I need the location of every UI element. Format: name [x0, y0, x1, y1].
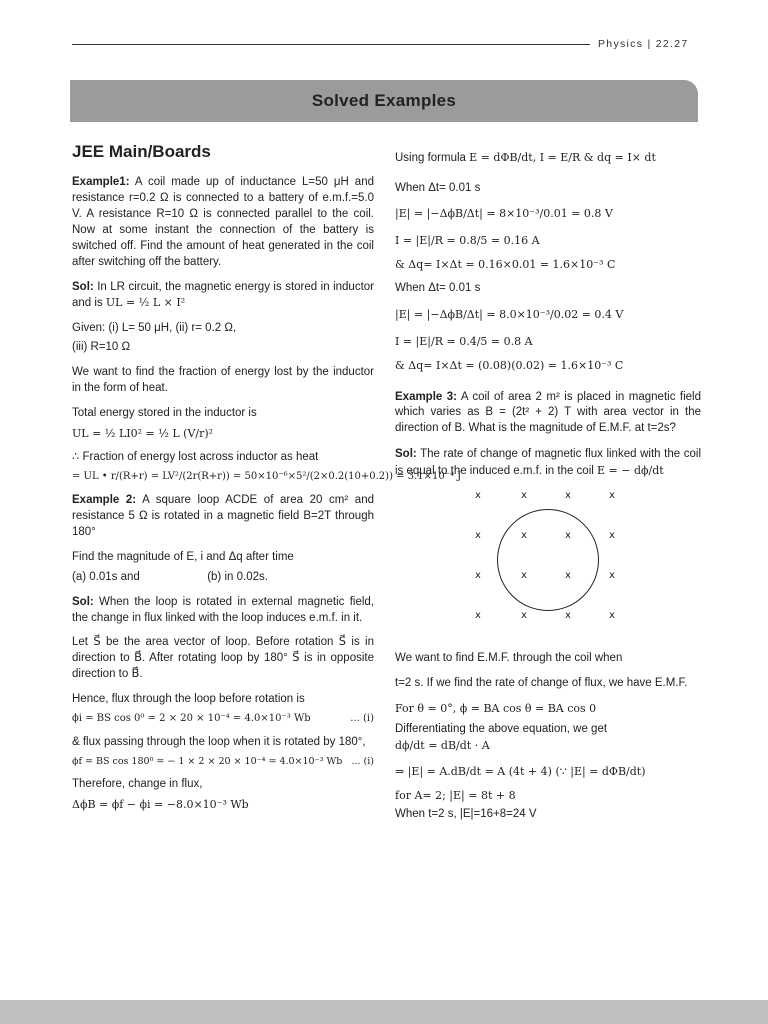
- column-heading: JEE Main/Boards: [72, 142, 211, 161]
- equation-formula: E = dΦB/dt, I = E/R & dq = I× dt: [469, 151, 656, 164]
- right-column: [395, 150, 701, 832]
- equation-current-1: I = |E|/R = 0.8/5 = 0.16 A: [395, 233, 540, 247]
- solution-1-label: Sol:: [72, 280, 94, 293]
- solution-3: [395, 447, 701, 480]
- equation-sol3: E = − dϕ/dt: [597, 464, 664, 478]
- field-mark: x: [475, 489, 481, 501]
- solution-3-text: The rate of change of magnetic flux linked with the coil is equal to the induced e.m.f. in the coil: [395, 448, 701, 478]
- solution-2-text: When the loop is rotated in external magnetic field, the change in flux linked with the loop induces e.m.f. in it.: [72, 595, 374, 624]
- solution-1-text: In LR circuit, the magnetic energy is stored in inductor and is: [72, 280, 374, 310]
- for-theta-line: For θ = 0°, ϕ = BA cos θ = BA cos 0: [395, 701, 597, 715]
- using-formula-text: Using formula: [395, 152, 466, 164]
- equation-ul: UL = ½ L × I²: [105, 296, 186, 310]
- magnetic-field-diagram: [395, 489, 701, 639]
- field-mark: x: [609, 529, 615, 541]
- field-mark: x: [475, 529, 481, 541]
- equation-diff: dϕ/dt = dB/dt · A: [395, 738, 490, 752]
- field-mark: x: [565, 569, 571, 581]
- field-mark: x: [521, 489, 527, 501]
- flux-rotated-text: & flux passing through the loop when it is rotated by 180°,: [72, 735, 366, 748]
- field-mark: x: [609, 609, 615, 621]
- want-emf-text: We want to find E.M.F. through the coil when: [395, 651, 623, 664]
- field-mark: x: [521, 609, 527, 621]
- equation-charge-2: & Δq= I×Δt = (0.08)(0.02) = 1.6×10⁻³ C: [395, 359, 624, 373]
- example-2-text: A square loop ACDE of area 20 cm² and resistance 5 Ω is rotated in a magnetic field B=2T through 180°: [72, 494, 374, 539]
- example-1: [72, 175, 374, 270]
- equation-total-energy: UL = ½ LI0² = ½ L (V/r)²: [72, 426, 214, 440]
- equation-phi-initial: [72, 712, 374, 726]
- field-mark: x: [475, 609, 481, 621]
- field-mark: x: [565, 529, 571, 541]
- example-2-find: Find the magnitude of E, i and Δq after time: [72, 551, 294, 564]
- footer-bar: [0, 1000, 768, 1024]
- example-3-label: Example 3:: [395, 390, 457, 403]
- example-2: [72, 493, 374, 541]
- example-2-options: [72, 570, 374, 586]
- hence-text: Hence, flux through the loop before rotation is: [72, 693, 305, 706]
- option-b: (b) in 0.02s.: [207, 570, 268, 583]
- equation-implies: ⇒ |E| = A.dB/dt = A (4t + 4) (∵ |E| = dΦB/dt): [395, 764, 646, 778]
- differentiating-line: [395, 722, 701, 755]
- fraction-text: ∴ Fraction of energy lost across inductor as heat: [72, 450, 319, 463]
- field-mark: x: [609, 489, 615, 501]
- equation-delta-phi: ΔϕB = ϕf − ϕi = −8.0×10⁻³ Wb: [72, 797, 249, 811]
- therefore-text: Therefore, change in flux,: [72, 777, 203, 790]
- section-banner: [70, 80, 698, 122]
- field-mark: x: [521, 529, 527, 541]
- case-2-when: When Δt= 0.01 s: [395, 282, 481, 295]
- formula-line: [395, 150, 701, 167]
- field-mark: x: [565, 609, 571, 621]
- field-mark: x: [565, 489, 571, 501]
- want-text: We want to find the fraction of energy lost by the inductor in the form of heat.: [72, 366, 374, 394]
- example-3-text: A coil of area 2 m² is placed in magnetic field which varies as B = (2t² + 2) T with area vector in the direction of B. What is the magnitude of E.M.F. at t=2s?: [395, 390, 702, 435]
- given-line-1: Given: (i) L= 50 μH, (ii) r= 0.2 Ω,: [72, 322, 237, 335]
- equation-number-2: ... (i): [351, 755, 374, 767]
- solution-2-let: Let S⃗ be the area vector of loop. Before rotation S⃗ is in direction to B⃗. After rotating loop by 180° S⃗ is in opposite direction to B⃗.: [72, 636, 374, 681]
- for-a-line: for A= 2; |E| = 8t + 8: [395, 788, 516, 802]
- given-line-2: (iii) R=10 Ω: [72, 341, 131, 354]
- solution-2-label: Sol:: [72, 595, 94, 608]
- equation-phi-final: [72, 755, 374, 768]
- equation-emf-2: |E| = |−ΔϕB/Δt| = 8.0×10⁻³/0.02 = 0.4 V: [395, 308, 624, 322]
- example-1-label: Example1:: [72, 176, 130, 189]
- t2-text: t=2 s. If we find the rate of change of flux, we have E.M.F.: [395, 676, 688, 689]
- field-mark: x: [609, 569, 615, 581]
- section-title: Solved Examples: [311, 91, 457, 111]
- solution-3-label: Sol:: [395, 448, 417, 461]
- option-a: (a) 0.01s and: [72, 570, 140, 583]
- solution-2: [72, 595, 374, 627]
- total-energy-text: Total energy stored in the inductor is: [72, 406, 257, 419]
- field-mark: x: [521, 569, 527, 581]
- final-answer-line: When t=2 s, |E|=16+8=24 V: [395, 807, 537, 820]
- header-rule: [72, 44, 590, 45]
- equation-fraction: = UL • r/(R+r) = LV²/(2r(R+r)) = 50×10⁻⁶×5²/(2×0.2(10+0.2)) = 3.1×10⁻⁴ J: [72, 470, 462, 482]
- case-1-when: When Δt= 0.01 s: [395, 181, 481, 194]
- example-3: [395, 390, 701, 438]
- field-mark: x: [475, 569, 481, 581]
- example-1-text: A coil made up of inductance L=50 μH and resistance r=0.2 Ω is connected to a battery of e.m.f.=5.0 V. A resistance R=10 Ω is connected parallel to the coil. Now at some instant the connection of the battery is switched off. Find the amount of heat generated in the coil after switching off the battery.: [72, 176, 374, 268]
- equation-current-2: I = |E|/R = 0.4/5 = 0.8 A: [395, 335, 533, 349]
- equation-phi-initial-body: ϕi = BS cos 0⁰ = 2 × 20 × 10⁻⁴ = 4.0×10⁻³ Wb: [72, 712, 311, 724]
- equation-charge-1: & Δq= I×Δt = 0.16×0.01 = 1.6×10⁻³ C: [395, 258, 616, 272]
- equation-phi-final-body: ϕf = BS cos 180⁰ = − 1 × 2 × 20 × 10⁻⁴ = 4.0×10⁻³ Wb: [72, 755, 343, 767]
- page-header: Physics | 22.27: [598, 38, 689, 50]
- solution-1: [72, 280, 374, 313]
- equation-emf-1: |E| = |−ΔϕB/Δt| = 8×10⁻³/0.01 = 0.8 V: [395, 206, 613, 220]
- differentiating-text: Differentiating the above equation, we get: [395, 722, 608, 735]
- coil-circle: [497, 509, 599, 611]
- equation-number-1: ... (i): [350, 712, 374, 724]
- example-2-label: Example 2:: [72, 494, 137, 507]
